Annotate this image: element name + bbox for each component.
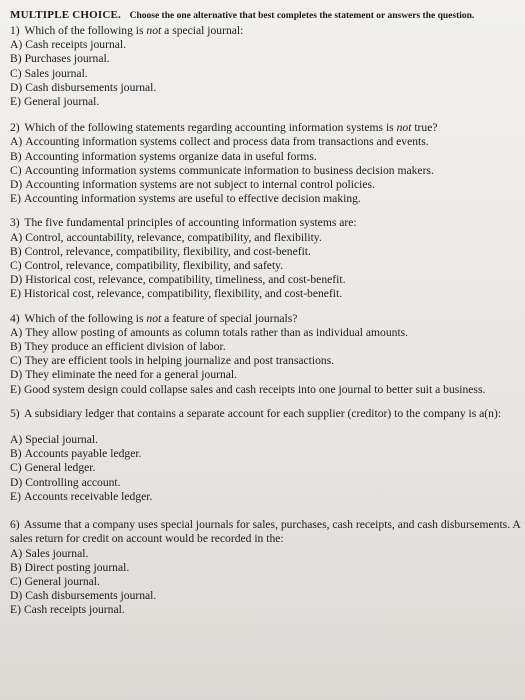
stem-emphasis: not — [146, 311, 162, 325]
option-list — [10, 547, 521, 618]
option-letter: A) — [10, 135, 23, 149]
option-letter: C) — [10, 574, 22, 588]
question-number: 5) — [10, 406, 20, 420]
option-b[interactable] — [10, 447, 521, 461]
option-text: Control, relevance, compatibility, flexibility, and safety. — [24, 259, 284, 273]
option-d[interactable] — [10, 178, 521, 192]
option-text: Cash receipts journal. — [25, 38, 127, 52]
section-header — [10, 8, 521, 23]
option-list — [10, 135, 521, 206]
option-letter: B) — [10, 52, 22, 66]
option-letter: E) — [10, 192, 21, 206]
option-a[interactable] — [10, 326, 521, 340]
option-letter: C) — [10, 163, 22, 177]
question-number: 2) — [10, 121, 20, 135]
option-a[interactable] — [10, 433, 521, 447]
option-a[interactable] — [10, 38, 521, 52]
option-text: Good system design could collapse sales and cash receipts into one journal to better suit a business. — [23, 382, 486, 396]
option-text: Control, accountability, relevance, compatibility, and flexibility. — [25, 230, 322, 244]
option-text: Accounting information systems collect and process data from transactions and events. — [25, 135, 429, 149]
option-d[interactable] — [10, 476, 521, 490]
stem-emphasis: not — [146, 24, 162, 37]
option-e[interactable] — [10, 490, 521, 504]
option-c[interactable] — [10, 354, 521, 368]
option-letter: E) — [10, 603, 21, 617]
option-e[interactable] — [10, 95, 521, 109]
question-stem — [10, 407, 521, 421]
option-a[interactable] — [10, 135, 521, 149]
option-text: Historical cost, relevance, compatibility, timeliness, and cost-benefit. — [25, 273, 346, 287]
stem-text: Which of the following statements regarding accounting information systems is — [24, 121, 397, 135]
option-list — [10, 326, 521, 397]
option-b[interactable] — [10, 245, 521, 259]
question-4 — [10, 312, 521, 397]
option-b[interactable] — [10, 150, 521, 164]
option-text: Purchases journal. — [24, 52, 110, 66]
option-text: Accounting information systems are not subject to internal control policies. — [25, 178, 375, 192]
option-letter: A) — [10, 325, 23, 339]
option-letter: C) — [10, 354, 22, 368]
option-text: General journal. — [24, 574, 100, 588]
option-text: Accounting information systems are useful to effective decision making. — [23, 192, 361, 206]
option-letter: E) — [10, 382, 21, 396]
option-letter: E) — [10, 287, 21, 301]
option-text: Accounts receivable ledger. — [23, 489, 153, 503]
option-letter: B) — [10, 149, 22, 163]
stem-text-end: a feature of special journals? — [161, 311, 298, 325]
option-text: Control, relevance, compatibility, flexibility, and cost-benefit. — [24, 244, 311, 258]
option-text: They allow posting of amounts as column totals rather than as individual amounts. — [25, 325, 409, 339]
option-text: Direct posting journal. — [24, 560, 130, 574]
option-text: Historical cost, relevance, compatibility, flexibility, and cost-benefit. — [23, 287, 343, 301]
option-c[interactable] — [10, 164, 521, 178]
option-letter: D) — [10, 475, 23, 489]
option-letter: C) — [10, 259, 22, 273]
stem-text: A subsidiary ledger that contains a separate account for each supplier (creditor) to the company is a(n): — [23, 406, 502, 420]
option-text: They produce an efficient division of labor. — [24, 340, 226, 354]
option-e[interactable] — [10, 192, 521, 206]
option-letter: D) — [10, 589, 23, 603]
option-text: Cash receipts journal. — [23, 603, 125, 617]
option-letter: E) — [10, 95, 21, 109]
stem-text: The five fundamental principles of accounting information systems are: — [24, 216, 357, 230]
option-e[interactable] — [10, 383, 521, 397]
option-letter: D) — [10, 80, 23, 94]
option-letter: A) — [10, 433, 23, 447]
option-d[interactable] — [10, 368, 521, 382]
option-text: They are efficient tools in helping journalize and post transactions. — [24, 354, 335, 368]
question-stem — [10, 121, 521, 135]
option-text: Cash disbursements journal. — [25, 589, 157, 603]
option-d[interactable] — [10, 273, 521, 287]
option-list — [10, 433, 521, 504]
option-letter: E) — [10, 489, 21, 503]
question-number: 1) — [10, 24, 20, 37]
option-list — [10, 231, 521, 302]
option-c[interactable] — [10, 259, 521, 273]
question-6 — [10, 518, 521, 617]
option-letter: D) — [10, 178, 23, 192]
question-stem — [10, 518, 521, 546]
option-c[interactable] — [10, 461, 521, 475]
option-b[interactable] — [10, 340, 521, 354]
stem-text: Which of the following is — [24, 311, 147, 325]
option-d[interactable] — [10, 81, 521, 95]
option-letter: D) — [10, 273, 23, 287]
option-e[interactable] — [10, 603, 521, 617]
option-letter: A) — [10, 230, 23, 244]
option-d[interactable] — [10, 589, 521, 603]
option-c[interactable] — [10, 67, 521, 81]
question-number: 6) — [10, 518, 20, 532]
option-letter: D) — [10, 368, 23, 382]
option-b[interactable] — [10, 52, 521, 66]
stem-text-end: true? — [411, 121, 438, 135]
section-title: MULTIPLE CHOICE. — [10, 9, 121, 21]
option-letter: B) — [10, 340, 22, 354]
question-stem — [10, 312, 521, 326]
stem-text: Assume that a company uses special journals for sales, purchases, cash receipts, and cash disbursements. A sales return for credit on account would be recorded in the: — [10, 518, 521, 546]
option-b[interactable] — [10, 561, 521, 575]
option-list — [10, 38, 521, 109]
option-text: Accounting information systems organize data in useful forms. — [24, 149, 317, 163]
option-text: Cash disbursements journal. — [25, 80, 157, 94]
question-number: 4) — [10, 311, 20, 325]
option-letter: A) — [10, 38, 23, 52]
option-letter: C) — [10, 66, 22, 80]
option-letter: A) — [10, 546, 23, 560]
option-text: Special journal. — [25, 433, 98, 447]
question-1 — [10, 24, 521, 109]
question-5 — [10, 407, 521, 504]
option-text: General ledger. — [24, 461, 96, 475]
option-a[interactable] — [10, 231, 521, 245]
option-text: Controlling account. — [25, 475, 121, 489]
question-stem — [10, 24, 521, 38]
option-a[interactable] — [10, 547, 521, 561]
option-text: Sales journal. — [24, 66, 88, 80]
option-letter: C) — [10, 461, 22, 475]
option-text: They eliminate the need for a general journal. — [25, 368, 238, 382]
question-3 — [10, 216, 521, 301]
stem-text: Which of the following is — [24, 24, 147, 37]
option-text: Accounts payable ledger. — [24, 447, 142, 461]
question-number: 3) — [10, 216, 20, 230]
option-c[interactable] — [10, 575, 521, 589]
question-2 — [10, 121, 521, 206]
question-stem — [10, 216, 521, 230]
stem-text-end: a special journal: — [161, 24, 244, 37]
section-instructions: Choose the one alternative that best completes the statement or answers the question. — [129, 11, 475, 21]
option-letter: B) — [10, 447, 22, 461]
stem-emphasis: not — [396, 121, 412, 135]
option-e[interactable] — [10, 287, 521, 301]
option-text: General journal. — [23, 95, 100, 109]
option-letter: B) — [10, 244, 22, 258]
option-text: Accounting information systems communicate information to business decision makers. — [24, 163, 434, 177]
option-text: Sales journal. — [25, 546, 89, 560]
option-letter: B) — [10, 560, 22, 574]
